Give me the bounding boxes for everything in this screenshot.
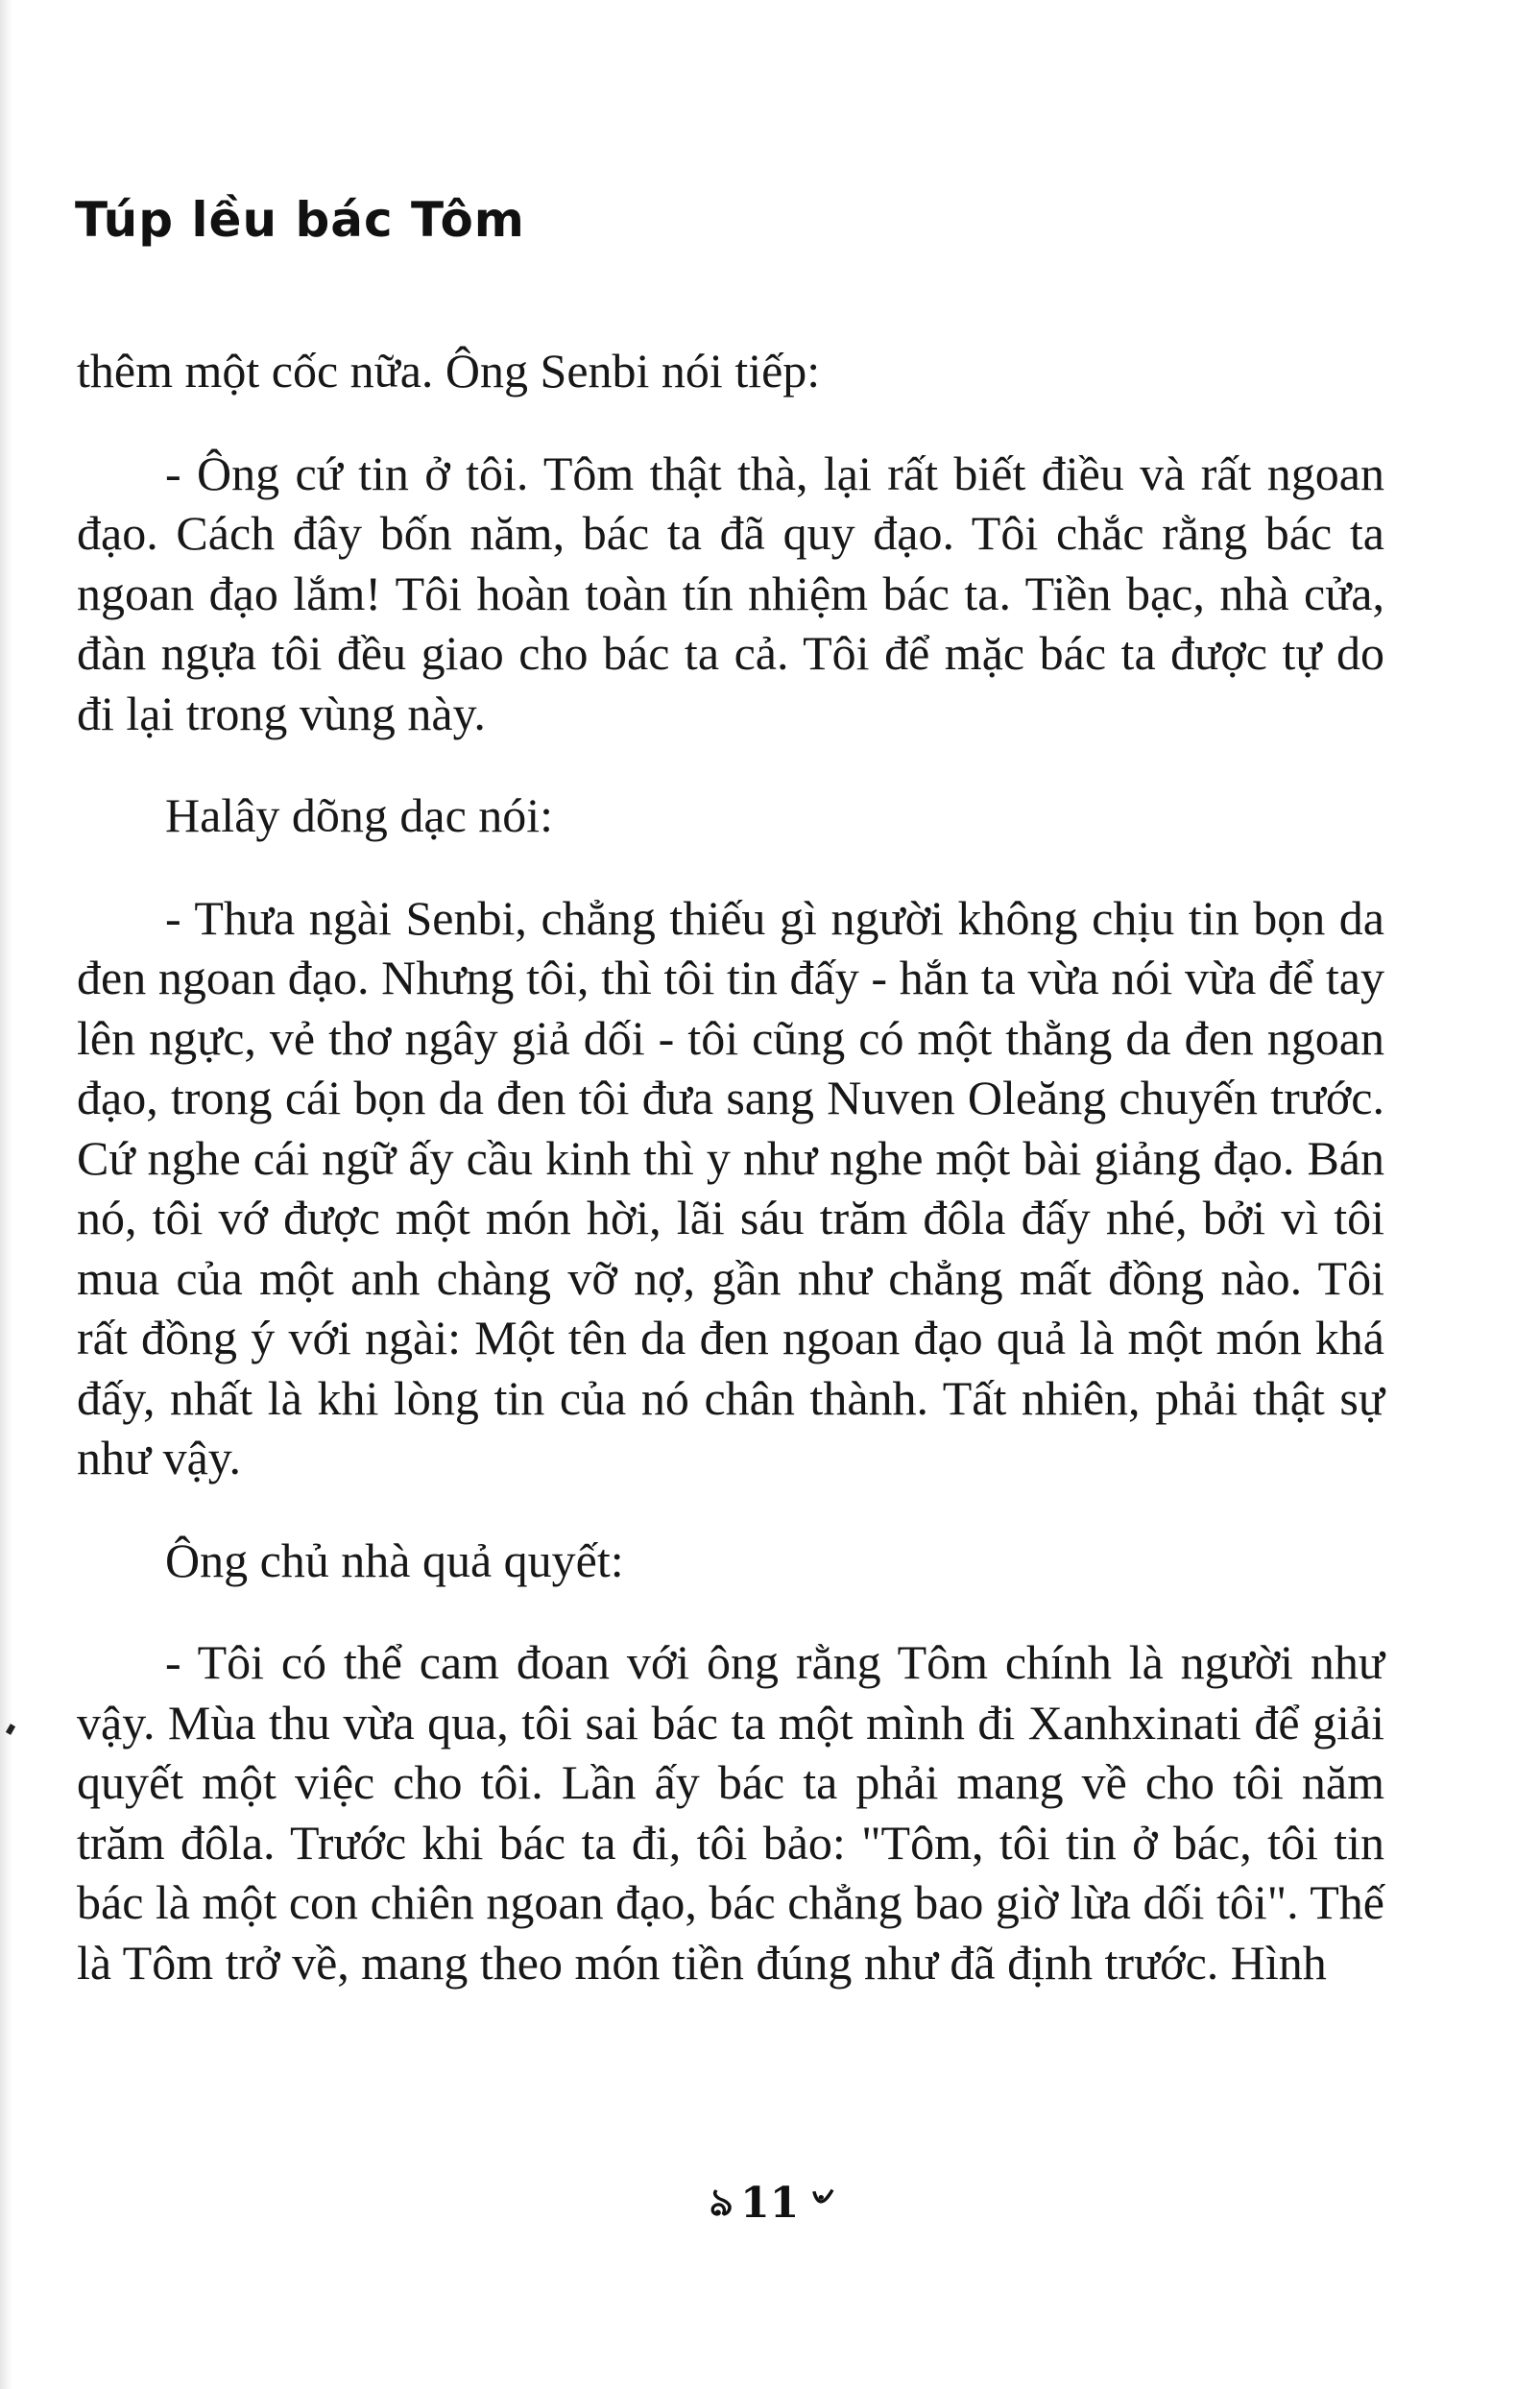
body-text xyxy=(77,341,1384,2035)
paragraph-continuation: thêm một cốc nữa. Ông Senbi nói tiếp: xyxy=(77,344,821,398)
left-ornament-icon: ঌ xyxy=(710,2180,734,2225)
paragraph-dialogue: - Tôi có thể cam đoan với ông rằng Tôm chính là người như vậy. Mùa thu vừa qua, tôi sai bác ta một mình đi Xanhxinati để giải quyết một việc cho tôi. Lần ấy bác ta phải mang về cho tôi năm trăm đôla. Trước khi bác ta đi, tôi bảo: "Tôm, tôi tin ở bác, tôi tin bác là một con chiên ngoan đạo, bác chẳng bao giờ lừa dối tôi". Thế là Tôm trở về, mang theo món tiền đúng như đã định trước. Hình xyxy=(77,1635,1384,1990)
page-number: 11 xyxy=(740,2179,800,2228)
page-footer xyxy=(0,2172,1540,2236)
scan-shadow-edge xyxy=(0,0,13,2389)
running-header: Túp lều bác Tôm xyxy=(75,192,525,248)
paragraph-dialogue: - Thưa ngài Senbi, chẳng thiếu gì người không chịu tin bọn da đen ngoan đạo. Nhưng tôi, thì tôi tin đấy - hắn ta vừa nói vừa để tay lên ngực, vẻ thơ ngây giả dối - tôi cũng có một thằng da đen ngoan đạo, trong cái bọn da đen tôi đưa sang Nuven Oleăng chuyến trước. Cứ nghe cái ngữ ấy cầu kinh thì y như nghe một bài giảng đạo. Bán nó, tôi vớ được một món hời, lãi sáu trăm đôla đấy nhé, bởi vì tôi mua của một anh chàng vỡ nợ, gần như chẳng mất đồng nào. Tôi rất đồng ý với ngài: Một tên da đen ngoan đạo quả là một món khá đấy, nhất là khi lòng tin của nó chân thành. Tất nhiên, phải thật sự như vậy. xyxy=(77,890,1384,1484)
right-ornament-icon: ৺ xyxy=(806,2180,830,2225)
paragraph-narration: Halây dõng dạc nói: xyxy=(165,788,554,842)
paragraph-dialogue: - Ông cứ tin ở tôi. Tôm thật thà, lại rất biết điều và rất ngoan đạo. Cách đây bốn năm, bác ta đã quy đạo. Tôi chắc rằng bác ta ngoan đạo lắm! Tôi hoàn toàn tín nhiệm bác ta. Tiền bạc, nhà cửa, đàn ngựa tôi đều giao cho bác ta cả. Tôi để mặc bác ta được tự do đi lại trong vùng này. xyxy=(77,446,1384,740)
paragraph-narration: Ông chủ nhà quả quyết: xyxy=(165,1532,624,1587)
